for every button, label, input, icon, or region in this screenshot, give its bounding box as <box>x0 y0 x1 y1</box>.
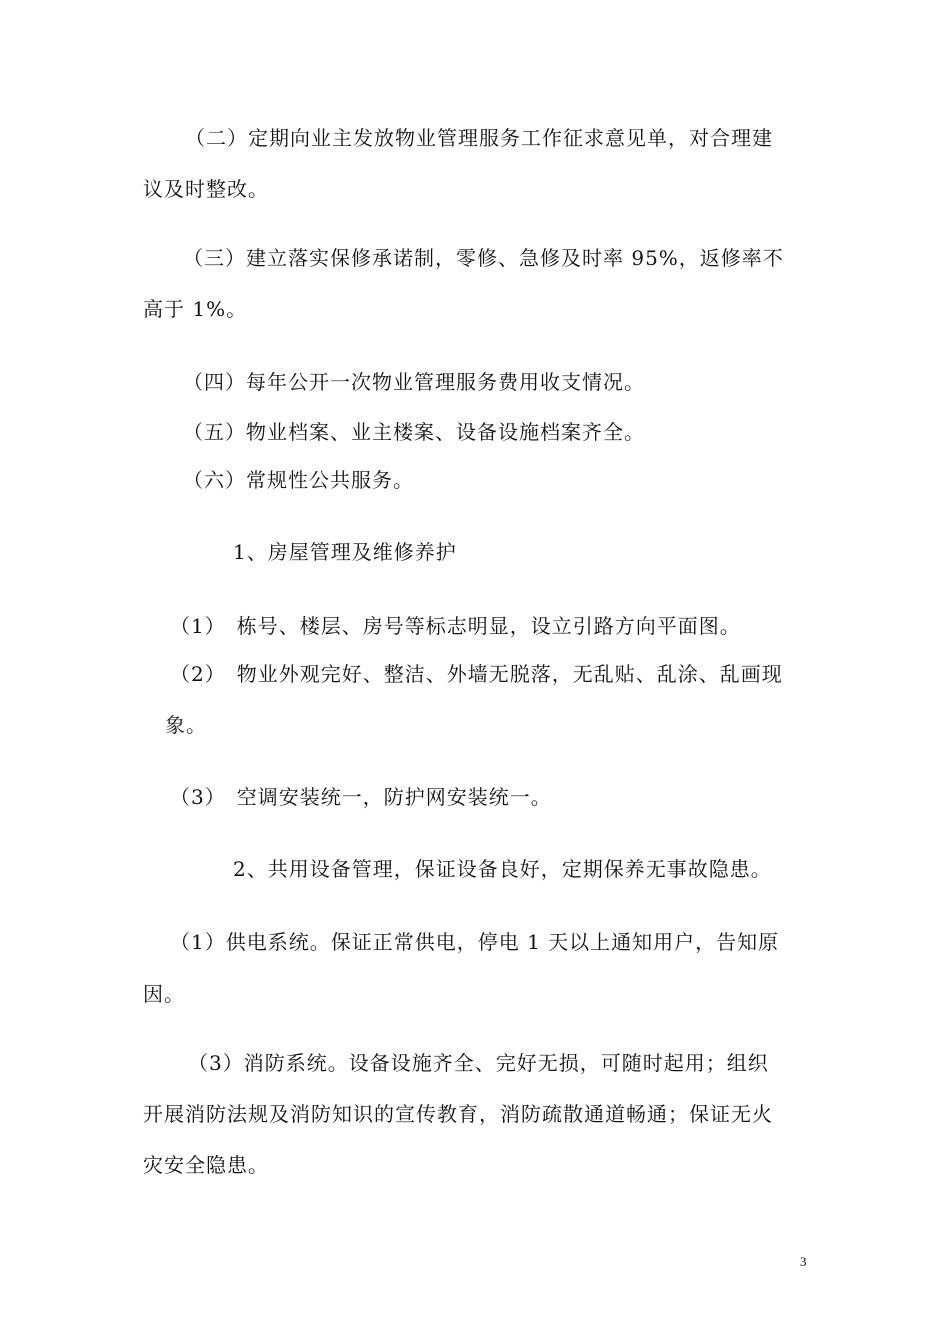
list-item-continuation: 开展消防法规及消防知识的宣传教育，消防疏散通道畅通；保证无火 <box>143 1102 773 1126</box>
paragraph-line: 高于 1%。 <box>143 297 248 321</box>
paragraph-line: （三）建立落实保修承诺制，零修、急修及时率 95%，返修率不 <box>183 246 784 270</box>
list-item: （1）供电系统。保证正常供电，停电 1 天以上通知用户，告知原 <box>170 930 780 954</box>
list-item-continuation: 灾安全隐患。 <box>143 1153 269 1177</box>
list-item-continuation: 因。 <box>143 982 185 1006</box>
section-heading: 1、房屋管理及维修养护 <box>233 540 457 564</box>
paragraph-line: （二）定期向业主发放物业管理服务工作征求意见单，对合理建 <box>185 126 773 150</box>
paragraph-line: （五）物业档案、业主楼案、设备设施档案齐全。 <box>183 420 645 444</box>
section-heading: 2、共用设备管理，保证设备良好，定期保养无事故隐患。 <box>233 857 772 881</box>
list-item-continuation: 象。 <box>165 713 207 737</box>
paragraph-line: （六）常规性公共服务。 <box>183 468 414 492</box>
paragraph-line: （四）每年公开一次物业管理服务费用收支情况。 <box>183 370 645 394</box>
list-item: （3）消防系统。设备设施齐全、完好无损，可随时起用；组织 <box>188 1051 769 1075</box>
list-item: （3） 空调安装统一，防护网安装统一。 <box>170 785 552 809</box>
list-item: （2） 物业外观完好、整洁、外墙无脱落，无乱贴、乱涂、乱画现 <box>170 662 783 686</box>
list-item: （1） 栋号、楼层、房号等标志明显，设立引路方向平面图。 <box>170 614 741 638</box>
paragraph-line: 议及时整改。 <box>143 177 269 201</box>
page-number: 3 <box>800 1254 807 1269</box>
